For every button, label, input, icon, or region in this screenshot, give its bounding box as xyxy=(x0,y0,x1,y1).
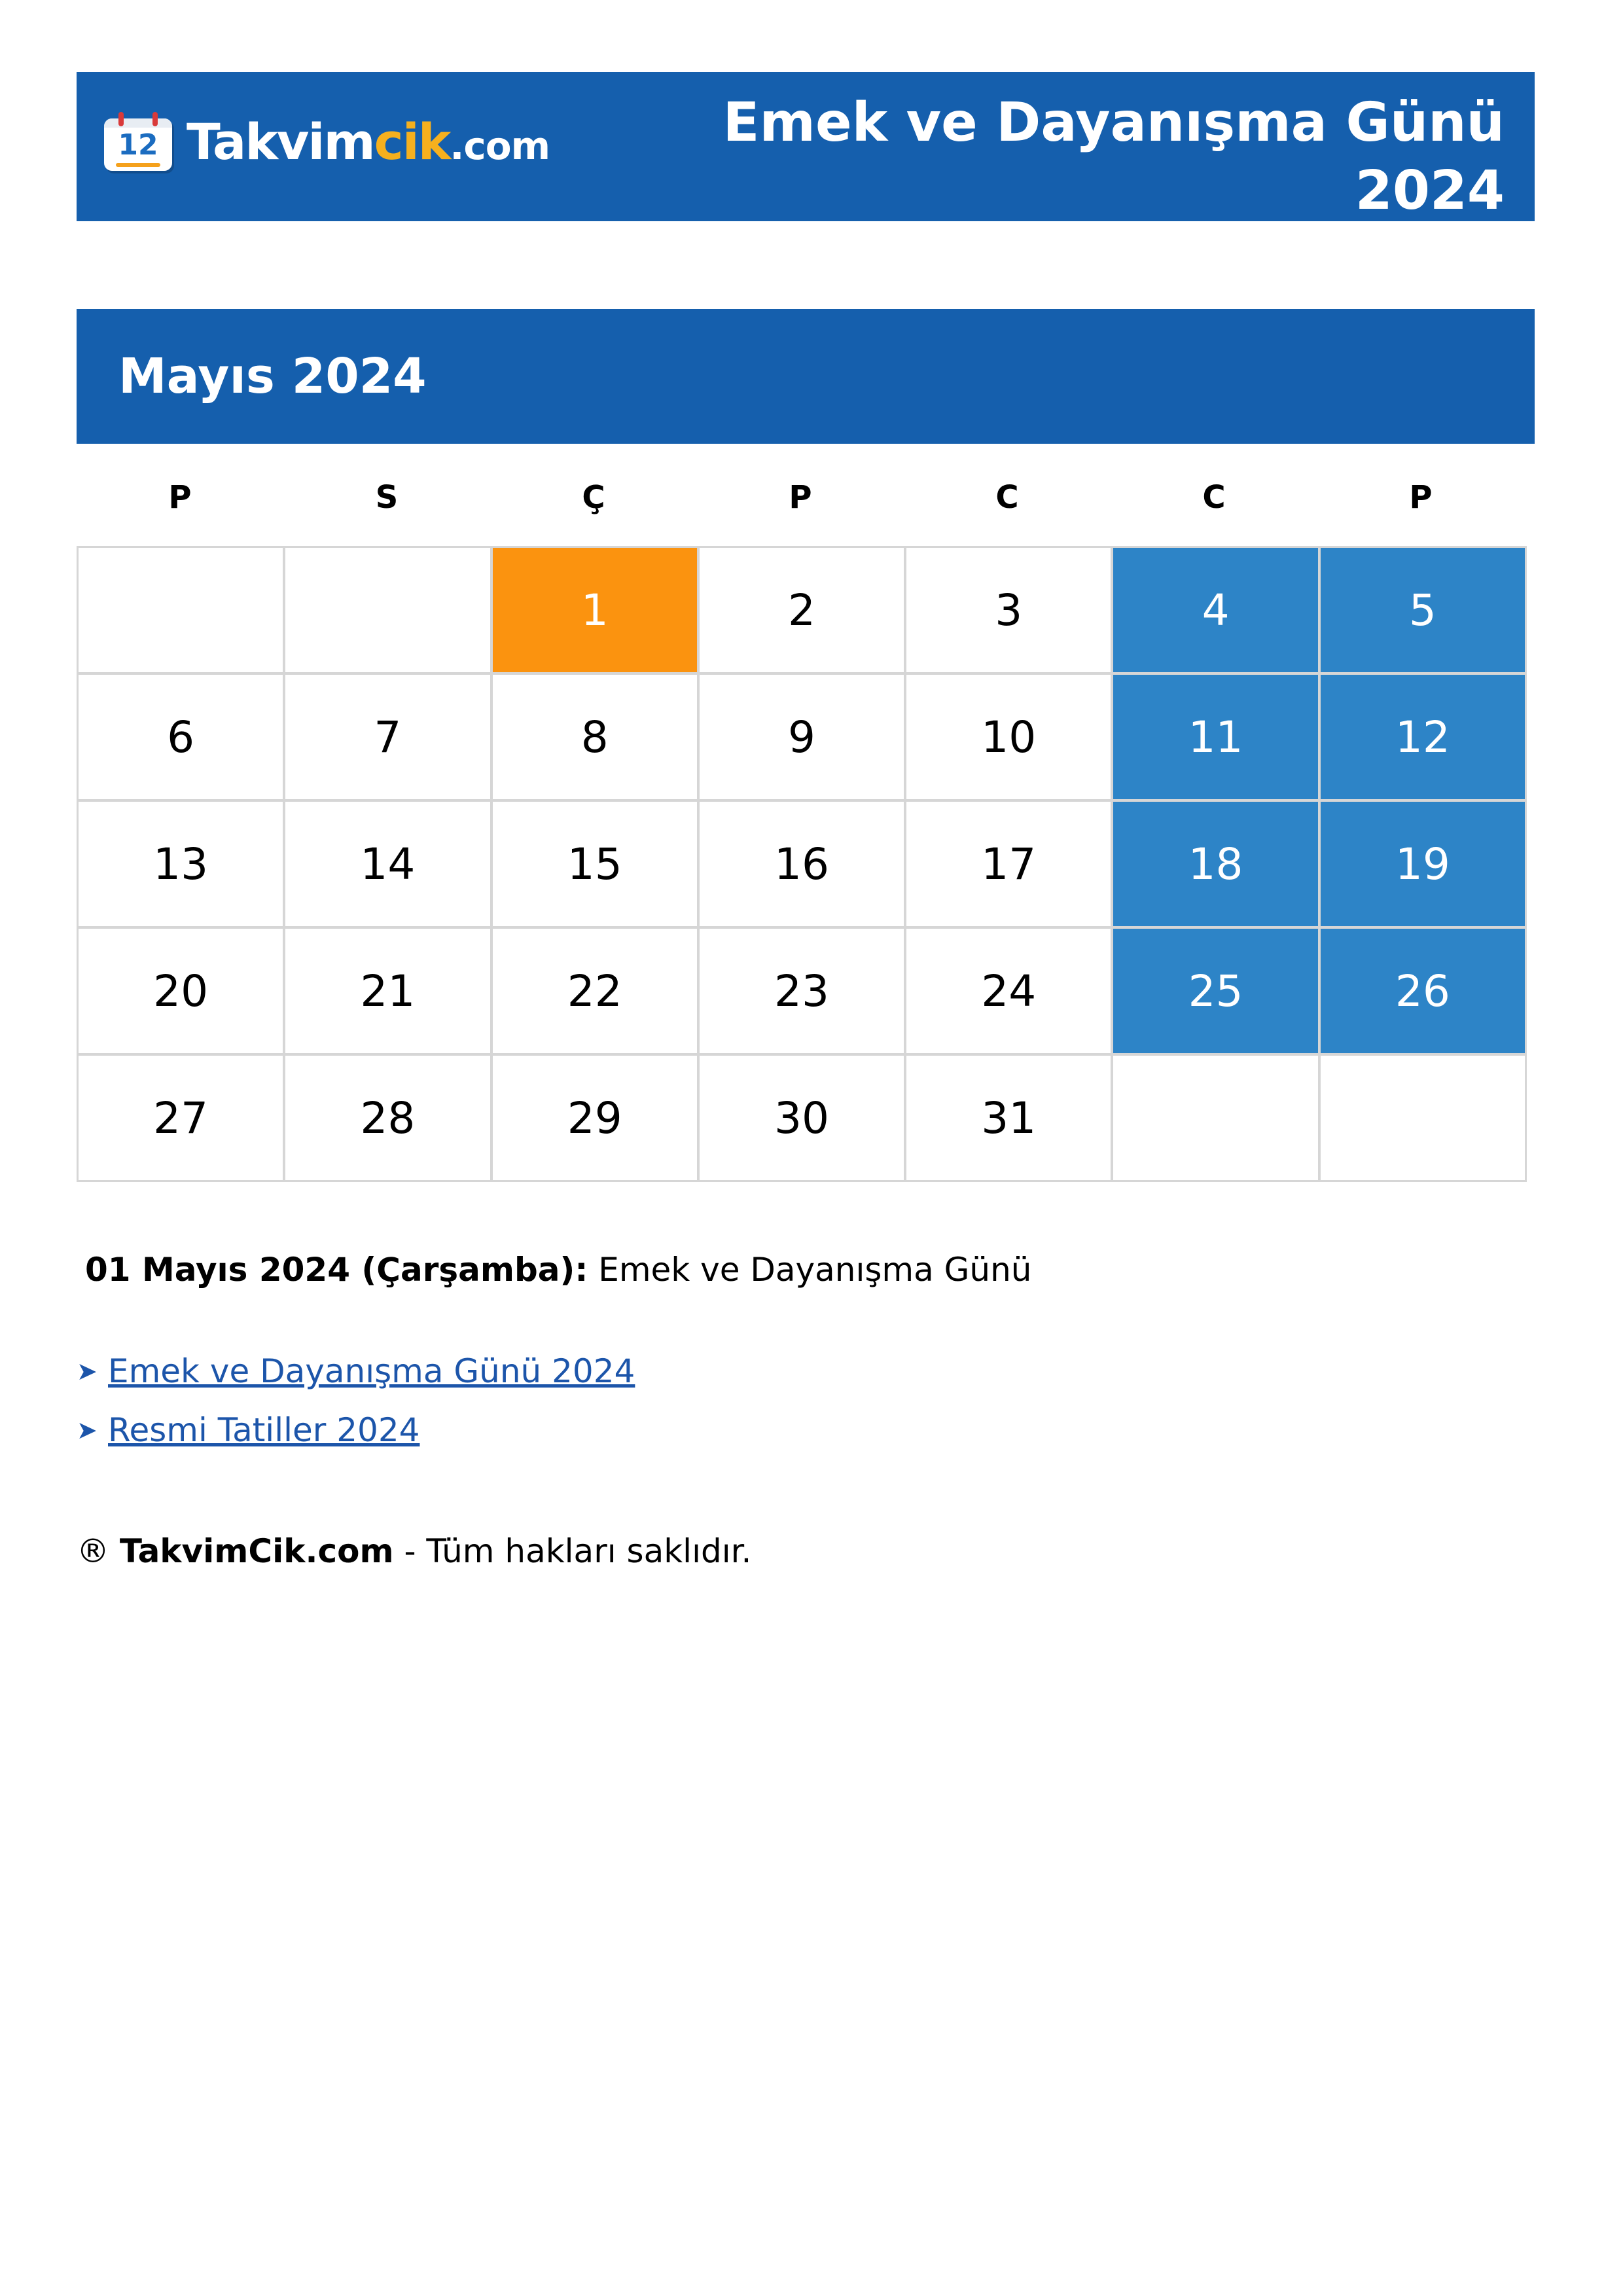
day-cell: 27 xyxy=(79,1056,283,1180)
weekday-label: C xyxy=(995,479,1019,516)
weekday-label: Ç xyxy=(582,479,605,516)
holiday-date: 01 Mayıs 2024 (Çarşamba): xyxy=(85,1251,588,1289)
day-cell-empty xyxy=(1113,1056,1317,1180)
day-cell: 21 xyxy=(285,929,490,1053)
day-cell: 31 xyxy=(906,1056,1111,1180)
site-logo[interactable] xyxy=(104,106,550,178)
link-item xyxy=(77,1404,635,1456)
day-cell: 23 xyxy=(700,929,904,1053)
header-banner xyxy=(77,72,1535,221)
day-cell-empty xyxy=(285,548,490,672)
day-cell: 7 xyxy=(285,675,490,799)
day-cell: 8 xyxy=(493,675,697,799)
footer-brand: TakvimCik.com xyxy=(119,1532,394,1570)
logo-text xyxy=(187,113,550,171)
day-cell-empty xyxy=(79,548,283,672)
weekday-label: P xyxy=(789,479,812,516)
day-cell-weekend: 11 xyxy=(1113,675,1317,799)
arrow-right-icon: ➤ xyxy=(77,1416,98,1444)
day-cell: 3 xyxy=(906,548,1111,672)
day-cell: 22 xyxy=(493,929,697,1053)
weekday-label: S xyxy=(375,479,399,516)
day-cell: 20 xyxy=(79,929,283,1053)
calendar-grid xyxy=(77,546,1527,1182)
footer-text: - Tüm hakları saklıdır. xyxy=(404,1532,752,1570)
link-holiday-2024[interactable]: Emek ve Dayanışma Günü 2024 xyxy=(108,1352,635,1390)
calendar-icon xyxy=(104,112,172,172)
day-cell: 28 xyxy=(285,1056,490,1180)
month-header xyxy=(77,309,1535,444)
day-cell-weekend: 25 xyxy=(1113,929,1317,1053)
day-cell: 24 xyxy=(906,929,1111,1053)
month-title: Mayıs 2024 xyxy=(118,348,427,404)
weekday-header-row xyxy=(77,471,1525,524)
logo-text-part2: cik xyxy=(374,113,450,171)
day-cell: 30 xyxy=(700,1056,904,1180)
day-cell: 13 xyxy=(79,802,283,926)
calendar-icon-number: 12 xyxy=(118,128,158,162)
arrow-right-icon: ➤ xyxy=(77,1357,98,1386)
day-cell: 6 xyxy=(79,675,283,799)
day-cell-weekend: 4 xyxy=(1113,548,1317,672)
day-cell: 10 xyxy=(906,675,1111,799)
logo-text-part1: Takvim xyxy=(187,113,374,171)
day-cell-weekend: 26 xyxy=(1321,929,1525,1053)
footer xyxy=(77,1525,751,1577)
day-cell-weekend: 19 xyxy=(1321,802,1525,926)
day-cell-weekend: 5 xyxy=(1321,548,1525,672)
page-title: Emek ve Dayanışma Günü 2024 xyxy=(722,92,1505,222)
day-cell-weekend: 12 xyxy=(1321,675,1525,799)
day-cell-empty xyxy=(1321,1056,1525,1180)
day-cell: 29 xyxy=(493,1056,697,1180)
weekday-label: C xyxy=(1202,479,1226,516)
day-cell-weekend: 18 xyxy=(1113,802,1317,926)
holiday-description xyxy=(85,1244,1031,1296)
day-cell: 15 xyxy=(493,802,697,926)
day-cell: 17 xyxy=(906,802,1111,926)
day-cell: 16 xyxy=(700,802,904,926)
link-item xyxy=(77,1345,635,1397)
registered-icon: ® xyxy=(77,1532,109,1570)
link-official-holidays-2024[interactable]: Resmi Tatiller 2024 xyxy=(108,1411,420,1449)
weekday-label: P xyxy=(1409,479,1433,516)
logo-text-part3: .com xyxy=(450,124,550,168)
holiday-name: Emek ve Dayanışma Günü xyxy=(598,1251,1032,1289)
day-cell: 2 xyxy=(700,548,904,672)
related-links xyxy=(77,1345,635,1463)
day-cell-holiday[interactable]: 1 xyxy=(493,548,697,672)
day-cell: 14 xyxy=(285,802,490,926)
day-cell: 9 xyxy=(700,675,904,799)
weekday-label: P xyxy=(168,479,192,516)
